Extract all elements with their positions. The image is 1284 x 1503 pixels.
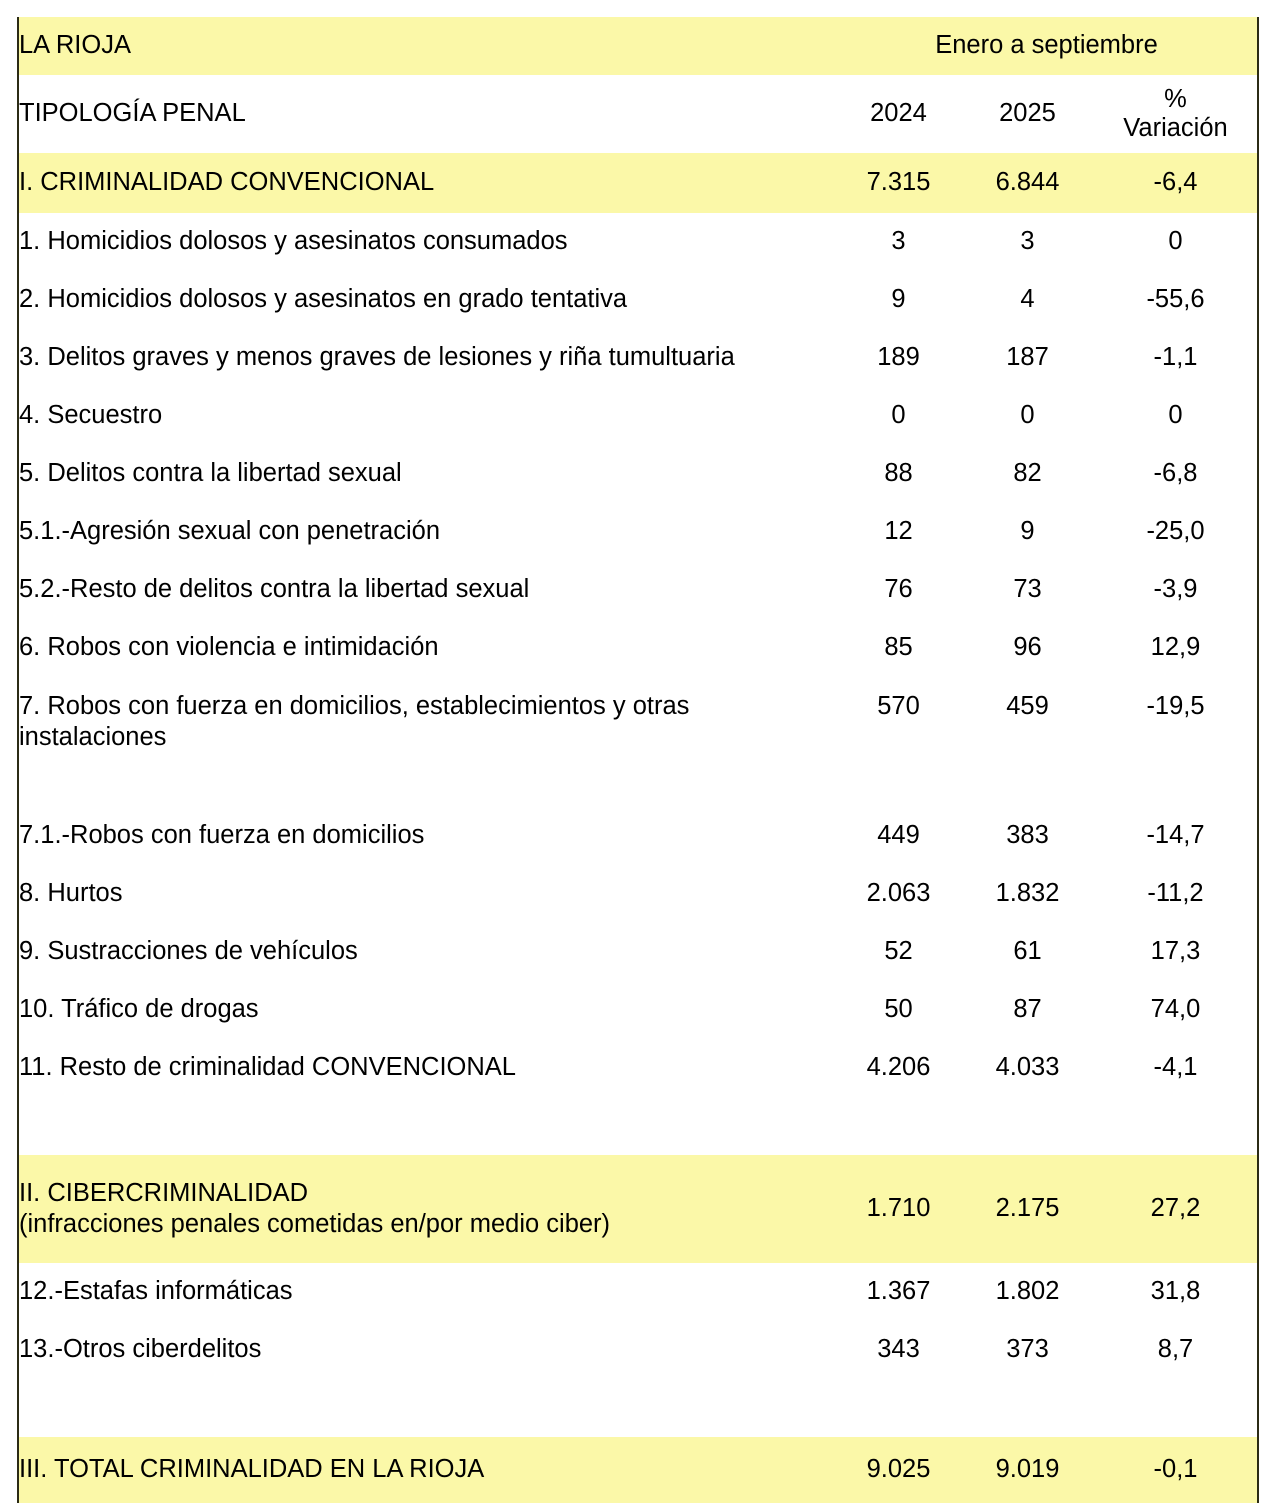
row-value-variation: 0 <box>1094 213 1258 271</box>
row-value-2025: 0 <box>1020 401 1035 430</box>
row-value-variation: 0 <box>1094 387 1258 445</box>
table-row <box>18 213 1258 271</box>
row-value-variation: -11,2 <box>1094 865 1258 923</box>
row-value-2024: 570 <box>877 692 920 720</box>
total-spacer <box>18 1379 1258 1437</box>
table-row <box>18 387 1258 445</box>
section-value-2025: 6.844 <box>961 153 1094 213</box>
table-row <box>18 1263 1258 1321</box>
row-value-2025: 4 <box>1020 285 1035 314</box>
table-row <box>18 329 1258 387</box>
spacer-cell <box>1094 1379 1258 1437</box>
row-value-2024: 3 <box>891 227 906 256</box>
section-value-2024: 7.315 <box>836 153 961 213</box>
spacer-cell <box>961 1379 1094 1437</box>
section-header-criminalidad-convencional <box>18 153 1258 213</box>
row-value-2024: 88 <box>884 459 913 488</box>
row-value-2024: 2.063 <box>866 879 931 908</box>
table-row <box>18 1039 1258 1097</box>
spacer-cell <box>18 1097 836 1155</box>
total-label: III. TOTAL CRIMINALIDAD EN LA RIOJA <box>18 1437 836 1503</box>
spacer-cell <box>961 1097 1094 1155</box>
row-value-2025: 3 <box>1020 227 1035 256</box>
region-label: LA RIOJA <box>18 17 836 75</box>
row-value-2025: 73 <box>1013 575 1042 604</box>
row-label: 7. Robos con fuerza en domicilios, establecimientos y otras instalaciones <box>18 677 836 807</box>
row-value-variation: 8,7 <box>1094 1321 1258 1379</box>
section-value-2024: 1.710 <box>836 1155 961 1263</box>
row-value-2024: 0 <box>891 401 906 430</box>
row-value-2024: 85 <box>884 633 913 662</box>
crime-statistics-table <box>17 17 1259 1503</box>
row-label: 3. Delitos graves y menos graves de lesiones y riña tumultuaria <box>18 329 836 387</box>
section-header-cibercriminalidad <box>18 1155 1258 1263</box>
row-value-variation: 31,8 <box>1094 1263 1258 1321</box>
table-row <box>18 923 1258 981</box>
total-value-variation: -0,1 <box>1094 1437 1258 1503</box>
row-value-variation: 17,3 <box>1094 923 1258 981</box>
row-value-variation: -3,9 <box>1094 561 1258 619</box>
row-value-variation: -19,5 <box>1094 677 1258 807</box>
row-label: 9. Sustracciones de vehículos <box>18 923 836 981</box>
total-value-2025: 9.019 <box>961 1437 1094 1503</box>
row-value-variation: -25,0 <box>1094 503 1258 561</box>
row-value-2025: 459 <box>1006 692 1049 720</box>
row-value-2025: 1.832 <box>995 879 1060 908</box>
row-value-2025: 4.033 <box>995 1053 1060 1082</box>
row-value-2025: 1.802 <box>995 1277 1060 1306</box>
table-row <box>18 677 1258 807</box>
row-value-2025: 96 <box>1013 633 1042 662</box>
row-value-2024: 52 <box>884 937 913 966</box>
table-row <box>18 561 1258 619</box>
year-2025-header: 2025 <box>999 99 1056 128</box>
row-value-variation: -55,6 <box>1094 271 1258 329</box>
row-label: 2. Homicidios dolosos y asesinatos en grado tentativa <box>18 271 836 329</box>
total-row <box>18 1437 1258 1503</box>
section-value-2025: 2.175 <box>961 1155 1094 1263</box>
row-label: 5.1.-Agresión sexual con penetración <box>18 503 836 561</box>
row-label: 6. Robos con violencia e intimidación <box>18 619 836 677</box>
row-label: 11. Resto de criminalidad CONVENCIONAL <box>18 1039 836 1097</box>
table-row <box>18 271 1258 329</box>
row-value-variation: -14,7 <box>1094 807 1258 865</box>
row-value-2025: 383 <box>1006 821 1049 850</box>
row-label: 10. Tráfico de drogas <box>18 981 836 1039</box>
row-value-variation: 12,9 <box>1094 619 1258 677</box>
section-spacer <box>18 1097 1258 1155</box>
row-value-2024: 12 <box>884 517 913 546</box>
row-value-2025: 373 <box>1006 1335 1049 1364</box>
crime-statistics-sheet <box>17 17 1257 1503</box>
row-value-2024: 9 <box>891 285 906 314</box>
row-value-2024: 343 <box>877 1335 920 1364</box>
row-label: 5.2.-Resto de delitos contra la libertad sexual <box>18 561 836 619</box>
row-label: 4. Secuestro <box>18 387 836 445</box>
variation-header-percent: % <box>1164 85 1187 114</box>
variation-header <box>1094 75 1258 153</box>
row-value-2024: 76 <box>884 575 913 604</box>
spacer-cell <box>1094 1097 1258 1155</box>
row-label: 1. Homicidios dolosos y asesinatos consumados <box>18 213 836 271</box>
row-value-variation: -6,8 <box>1094 445 1258 503</box>
table-row <box>18 503 1258 561</box>
row-value-2024: 4.206 <box>866 1053 931 1082</box>
row-value-2024: 449 <box>877 821 920 850</box>
row-label: 8. Hurtos <box>18 865 836 923</box>
section-label-main: II. CIBERCRIMINALIDAD <box>19 1178 309 1207</box>
variation-header-word: Variación <box>1123 114 1228 142</box>
row-value-2024: 1.367 <box>866 1277 931 1306</box>
section-label: I. CRIMINALIDAD CONVENCIONAL <box>18 153 836 213</box>
table-row <box>18 619 1258 677</box>
row-value-2024: 189 <box>877 343 920 372</box>
spacer-cell <box>836 1379 961 1437</box>
spacer-cell <box>18 1379 836 1437</box>
total-value-2024: 9.025 <box>836 1437 961 1503</box>
row-value-2025: 61 <box>1013 937 1042 966</box>
section-label-sub: (infracciones penales cometidas en/por medio ciber) <box>19 1210 611 1238</box>
row-label: 12.-Estafas informáticas <box>18 1263 836 1321</box>
table-row <box>18 445 1258 503</box>
row-value-2025: 82 <box>1013 459 1042 488</box>
row-value-variation: -4,1 <box>1094 1039 1258 1097</box>
row-label: 7.1.-Robos con fuerza en domicilios <box>18 807 836 865</box>
row-label: 5. Delitos contra la libertad sexual <box>18 445 836 503</box>
column-header-row <box>18 75 1258 153</box>
spacer-cell <box>836 1097 961 1155</box>
row-label: 13.-Otros ciberdelitos <box>18 1321 836 1379</box>
section-value-variation: 27,2 <box>1094 1155 1258 1263</box>
table-row <box>18 1321 1258 1379</box>
table-row <box>18 807 1258 865</box>
table-row <box>18 865 1258 923</box>
period-header: Enero a septiembre <box>836 17 1258 75</box>
row-value-2024: 50 <box>884 995 913 1024</box>
row-value-2025: 87 <box>1013 995 1042 1024</box>
section-label <box>18 1155 836 1263</box>
table-title-row <box>18 17 1258 75</box>
row-value-variation: -1,1 <box>1094 329 1258 387</box>
row-value-variation: 74,0 <box>1094 981 1258 1039</box>
section-value-variation: -6,4 <box>1094 153 1258 213</box>
year-2024-header: 2024 <box>870 99 927 128</box>
row-value-2025: 9 <box>1020 517 1035 546</box>
typology-header: TIPOLOGÍA PENAL <box>18 75 836 153</box>
row-value-2025: 187 <box>1006 343 1049 372</box>
table-row <box>18 981 1258 1039</box>
table-body <box>18 17 1258 1503</box>
